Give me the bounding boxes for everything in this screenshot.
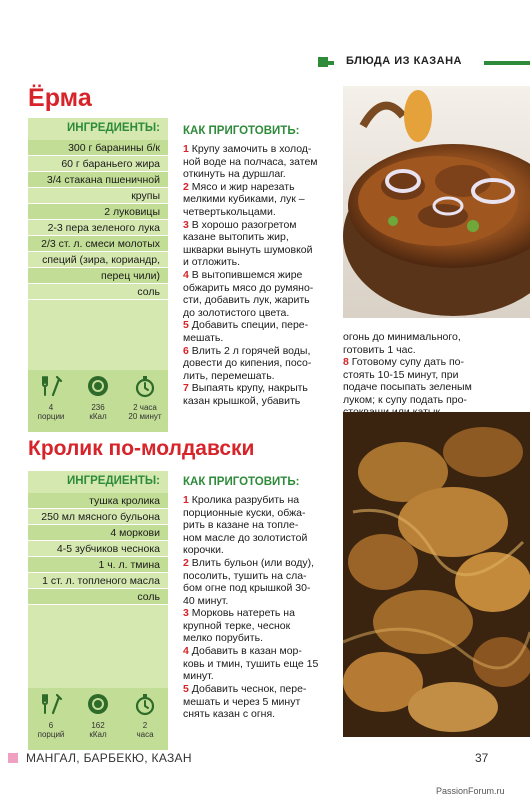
stat-unit: кКал (89, 412, 107, 421)
step-text: огонь до минимального, (343, 331, 461, 343)
ingredients-header: ИНГРЕДИЕНТЫ: (67, 475, 160, 487)
step-number: 4 (183, 269, 189, 281)
step-number: 8 (343, 356, 349, 369)
step-text: Влить бульон (или воду), (191, 557, 315, 569)
step-text: подаче посыпать зеленым (343, 381, 472, 394)
ingredient-item: 60 г бараньего жира (28, 156, 168, 172)
ingredient-item: 3/4 стакана пшеничной (28, 172, 168, 188)
step-text: минут. (183, 670, 214, 683)
step-text: рить в казане на топле- (183, 519, 299, 531)
step-text: Мясо и жир нарезать (191, 180, 295, 193)
method-step (183, 143, 343, 181)
ingredient-item: 4-5 зубчиков чеснока (28, 541, 168, 557)
stat-value: 236 (91, 403, 105, 412)
stat-label (75, 721, 121, 739)
ingredient-item: тушка кролика (28, 493, 168, 509)
step-text: ной воде на полчаса, затем (183, 155, 318, 168)
step-text: казане вытопить жир, (183, 231, 289, 244)
ingredient-item: 4 моркови (28, 525, 168, 541)
step-text: посолить, тушить на сла- (183, 569, 307, 582)
step-text: Кролика разрубить на (191, 494, 300, 506)
stat-value: 162 (91, 721, 105, 730)
step-number: 3 (183, 218, 189, 231)
method-step (183, 319, 343, 344)
ingredient-item: крупы (28, 188, 168, 204)
step-text: Готовому супу дать по- (351, 356, 464, 369)
step-number: 7 (183, 382, 189, 395)
ingredient-item: специй (зира, кориандр, (28, 252, 168, 268)
step-number: 3 (183, 607, 189, 620)
step-number: 5 (183, 319, 189, 332)
step-text: до золотистого цвета. (183, 306, 290, 319)
step-text: и отложить. (183, 256, 241, 269)
step-text: бом огне под крышкой 30- (183, 582, 311, 594)
ingredient-item: 1 ч. л. тмина (28, 557, 168, 573)
stat-label (122, 721, 168, 739)
footer-title: МАНГАЛ, БАРБЕКЮ, КАЗАН (26, 751, 192, 765)
step-text: корочки. (183, 544, 224, 556)
step-text: довести до кипения, посо- (183, 357, 312, 370)
step-text: Добавить в казан мор- (191, 645, 302, 658)
step-text: лить, перемешать. (183, 369, 275, 382)
step-text: Влить 2 л горячей воды, (191, 344, 311, 357)
stat-item (28, 370, 74, 432)
plate-icon (86, 692, 110, 716)
section-header (318, 54, 530, 70)
ingredients-panel-1 (28, 118, 168, 370)
method-step (183, 607, 343, 645)
method-header-1: КАК ПРИГОТОВИТЬ: (183, 125, 300, 137)
step-text: Крупу замочить в холод- (191, 143, 312, 155)
method-step (343, 331, 503, 356)
stopwatch-icon (133, 374, 157, 398)
stat-value: 2 часа (133, 403, 157, 412)
method-step (183, 683, 343, 721)
step-number: 6 (183, 344, 189, 357)
method-step (183, 345, 343, 383)
stat-unit: порций (37, 730, 65, 739)
step-text: луком; к супу подать про- (343, 393, 467, 406)
step-text: снять казан с огня. (183, 708, 276, 720)
stats-panel-2 (28, 688, 168, 750)
step-text: мешать и через 5 минут (183, 695, 301, 708)
step-text: Морковь натереть на (191, 607, 295, 620)
step-number: 4 (183, 645, 189, 658)
step-text: ном масле до золотистой (183, 531, 308, 544)
stat-value: 2 (142, 721, 148, 730)
step-number: 1 (183, 494, 189, 506)
stat-label (28, 403, 74, 421)
ingredient-item: соль (28, 284, 168, 300)
stat-unit: порции (37, 412, 65, 421)
fork-knife-icon (39, 374, 63, 398)
stat-label (122, 403, 168, 421)
stats-panel-1 (28, 370, 168, 432)
stopwatch-icon (133, 692, 157, 716)
step-text: мешать. (183, 331, 224, 344)
method-header-2: КАК ПРИГОТОВИТЬ: (183, 476, 300, 488)
rabbit-photo (343, 412, 530, 737)
method-step (343, 356, 503, 419)
step-text: В вытопившемся жире (191, 269, 303, 281)
method-step (183, 494, 343, 557)
ingredient-item: соль (28, 589, 168, 605)
method-step (183, 645, 343, 683)
step-text: 40 минут. (183, 594, 229, 607)
erma-photo (343, 86, 530, 318)
watermark: PassionForum.ru (436, 786, 505, 796)
step-text: шкварки вынуть шумовкой (183, 243, 313, 256)
step-text: мелкими кубиками, лук – (183, 193, 305, 206)
fork-knife-icon (39, 692, 63, 716)
header-square-icon (318, 57, 328, 67)
stat-value: 4 (48, 403, 54, 412)
step-number: 5 (183, 683, 189, 695)
stat-unit: кКал (89, 730, 107, 739)
step-text: порционные куски, обжа- (183, 506, 306, 519)
ingredient-item: 300 г баранины б/к (28, 140, 168, 156)
recipe-title-2: Кролик по-молдавски (28, 437, 255, 460)
page-number: 37 (475, 751, 489, 765)
step-text: ковь и тмин, тушить еще 15 (183, 657, 319, 670)
ingredient-item: 250 мл мясного бульона (28, 509, 168, 525)
ingredient-item: 2/3 ст. л. смеси молотых (28, 236, 168, 252)
step-number: 1 (183, 143, 189, 155)
ingredients-header: ИНГРЕДИЕНТЫ: (67, 122, 160, 134)
recipe-title-1: Ёрма (28, 84, 92, 112)
step-text: Добавить чеснок, пере- (191, 683, 307, 695)
step-number: 2 (183, 180, 189, 193)
plate-icon (86, 374, 110, 398)
step-text: крупной терке, чеснок (183, 619, 291, 632)
step-text: стоять 10-15 минут, при (343, 368, 459, 381)
stat-unit: 20 минут (128, 412, 162, 421)
step-text: сти, добавить лук, жарить (183, 294, 310, 306)
stat-item (122, 688, 168, 750)
method-step (183, 382, 343, 407)
step-text: откинуть на дуршлаг. (183, 168, 286, 180)
step-text: четвертькольцами. (183, 205, 276, 218)
stat-item (75, 370, 121, 432)
stat-label (75, 403, 121, 421)
step-text: В хорошо разогретом (191, 218, 297, 231)
step-text: обжарить мясо до румяно- (183, 281, 314, 294)
ingredient-item: 1 ст. л. топленого масла (28, 573, 168, 589)
stat-value: 6 (48, 721, 54, 730)
stat-label (28, 721, 74, 739)
method-step (183, 219, 343, 269)
method-step (183, 181, 343, 219)
step-text: готовить 1 час. (343, 343, 416, 356)
stat-item (75, 688, 121, 750)
footer-square-icon (8, 753, 18, 763)
stat-item (122, 370, 168, 432)
step-text: Добавить специи, пере- (191, 319, 309, 332)
step-text: мелко порубить. (183, 632, 263, 645)
ingredients-panel-2 (28, 471, 168, 688)
stat-item (28, 688, 74, 750)
method-step (183, 269, 343, 319)
step-number: 2 (183, 557, 189, 569)
section-title: БЛЮДА ИЗ КАЗАНА (346, 55, 462, 67)
ingredient-item: перец чили) (28, 268, 168, 284)
step-text: казан крышкой, убавить (183, 394, 301, 407)
stat-unit: часа (136, 730, 154, 739)
ingredient-item: 2-3 пера зеленого лука (28, 220, 168, 236)
ingredient-item: 2 луковицы (28, 204, 168, 220)
method-step (183, 557, 343, 607)
step-text: Выпаять крупу, накрыть (191, 382, 308, 395)
